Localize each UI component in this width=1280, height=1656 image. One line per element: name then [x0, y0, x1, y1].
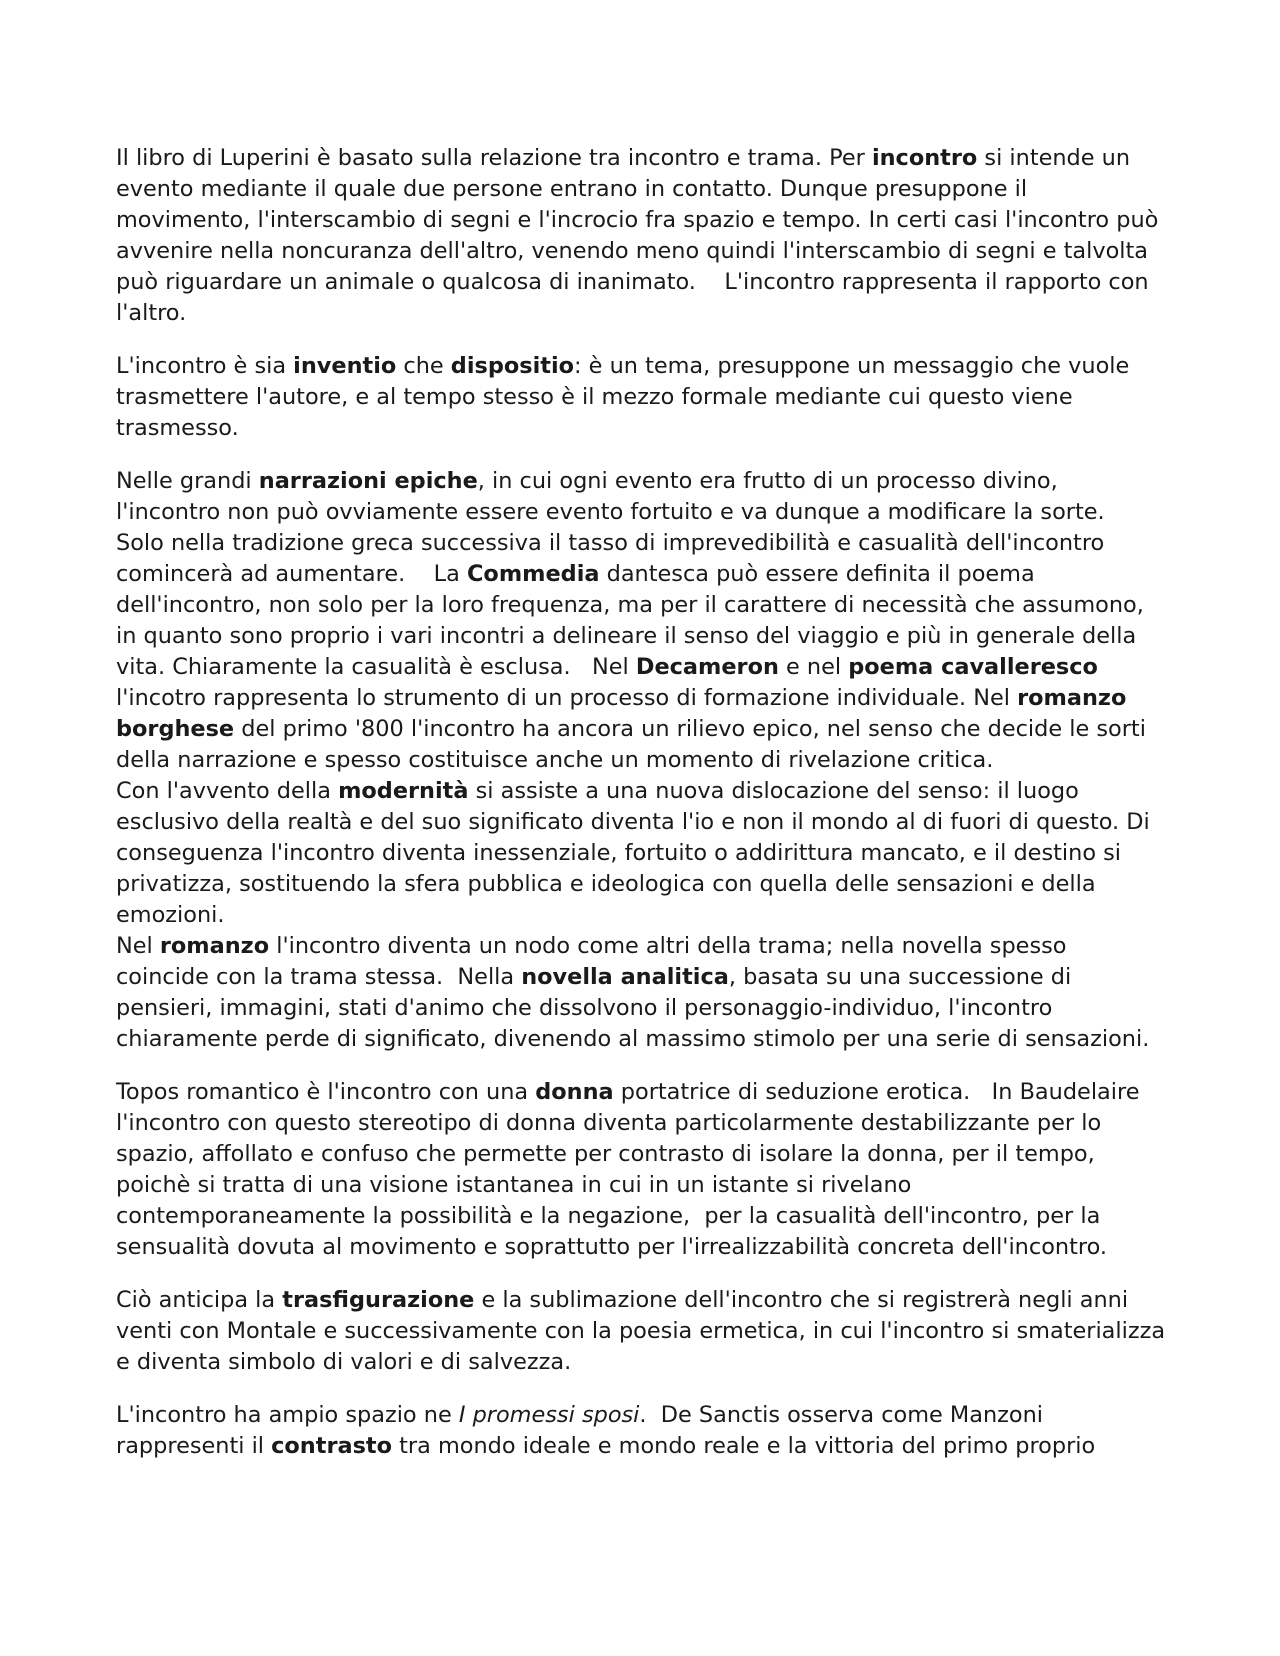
paragraph — [116, 1400, 1166, 1462]
bold-term: poema cavalleresco — [848, 654, 1098, 680]
text-run: si intende un evento mediante il quale due persone entrano in contatto. Dunque presuppone il movimento, l'interscambio di segni e l'incrocio fra spazio e tempo. In certi casi l'incontro può avvenire nella noncuranza dell'altro, venendo meno quindi l'interscambio di segni e talvolta può riguardare un animale o qualcosa di inanimato. L'incontro rappresenta il rapporto con l'altro. — [116, 145, 1166, 326]
bold-term: trasfigurazione — [282, 1287, 475, 1313]
text-run: Nel — [116, 933, 160, 959]
text-run: , in cui ogni evento era frutto di un processo divino, l'incontro non può ovviamente essere evento fortuito e va dunque a modificare la sorte. Solo nella tradizione greca successiva il tasso di imprevedibilità e casualità dell'incontro comincerà ad aumentare. La — [116, 468, 1119, 587]
bold-term: inventio — [293, 353, 397, 379]
text-run: , basata su una successione di pensieri, immagini, stati d'animo che dissolvono il personaggio-individuo, l'incontro chiaramente perde di significato, divenendo al massimo stimolo per una serie di sensazioni. — [116, 964, 1150, 1052]
bold-term: Decameron — [635, 654, 779, 680]
bold-term: contrasto — [271, 1433, 393, 1459]
bold-term: romanzo borghese — [116, 685, 1135, 742]
text-run: e la sublimazione dell'incontro che si registrerà negli anni venti con Montale e successivamente con la poesia ermetica, in cui l'incontro si smaterializza e diventa simbolo di valori e di salvezza. — [116, 1287, 1173, 1375]
text-run: L'incontro ha ampio spazio ne — [116, 1402, 459, 1428]
paragraph — [116, 931, 1166, 1055]
text-run: del primo '800 l'incontro ha ancora un rilievo epico, nel senso che decide le sorti della narrazione e spesso costituisce anche un momento di rivelazione critica. Con l'avvento della — [116, 716, 1186, 804]
text-run: L'incontro è sia — [116, 353, 294, 379]
text-run: : è un tema, presuppone un messaggio che vuole trasmettere l'autore, e al tempo stesso è il mezzo formale mediante cui questo viene trasmesso. — [116, 353, 1137, 441]
document-page — [116, 143, 1186, 1484]
bold-term: incontro — [871, 145, 978, 171]
text-run: si assiste a una nuova dislocazione del senso: il luogo esclusivo della realtà e del suo significato diventa l'io e non il mondo al di fuori di questo. Di conseguenza l'incontro diventa inessenziale, fortuito o addirittura mancato, e il destino si privatizza, sostituendo la sfera pubblica e ideologica con quella delle sensazioni e della emozioni. — [116, 778, 1157, 928]
bold-term: donna — [535, 1079, 614, 1105]
text-run: che — [396, 353, 451, 379]
text-run: portatrice di seduzione erotica. In Baudelaire l'incontro con questo stereotipo di donna diventa particolarmente destabilizzante per lo spazio, affollato e confuso che permette per contrasto di isolare la donna, per il tempo, poichè si tratta di una visione istantanea in cui in un istante si rivelano contemporaneamente la possibilità e la negazione, per la casualità dell'incontro, per la sensualità dovuta al movimento e soprattutto per l'irrealizzabilità concreta dell'incontro. — [116, 1079, 1147, 1260]
bold-term: narrazioni epiche — [258, 468, 478, 494]
paragraph — [116, 466, 1186, 931]
paragraph — [116, 351, 1166, 444]
text-run: Nelle grandi — [116, 468, 259, 494]
bold-term: romanzo — [159, 933, 270, 959]
bold-term: Commedia — [467, 561, 600, 587]
text-run: l'incotro rappresenta lo strumento di un processo di formazione individuale. Nel — [116, 654, 1106, 711]
italic-title: I promessi sposi — [458, 1402, 640, 1428]
paragraph — [116, 1285, 1173, 1378]
text-run: tra mondo ideale e mondo reale e la vittoria del primo proprio — [392, 1433, 1096, 1459]
text-run: l'incontro diventa un nodo come altri della trama; nella novella spesso coincide con la trama stessa. Nella — [116, 933, 1074, 990]
text-run: Il libro di Luperini è basato sulla relazione tra incontro e trama. Per — [116, 145, 872, 171]
bold-term: dispositio — [450, 353, 575, 379]
paragraph — [116, 1077, 1166, 1263]
text-run: dantesca può essere definita il poema dell'incontro, non solo per la loro frequenza, ma per il carattere di necessità che assumono, in quanto sono proprio i vari incontri a delineare il senso del viaggio e più in generale della vita. Chiaramente la casualità è esclusa. Nel — [116, 561, 1151, 680]
text-run: Ciò anticipa la — [116, 1287, 283, 1313]
bold-term: novella analitica — [521, 964, 729, 990]
text-run: Topos romantico è l'incontro con una — [116, 1079, 536, 1105]
text-run: e nel — [778, 654, 849, 680]
paragraph — [116, 143, 1166, 329]
text-run: . De Sanctis osserva come Manzoni rappresenti il — [116, 1402, 1051, 1459]
bold-term: modernità — [338, 778, 469, 804]
